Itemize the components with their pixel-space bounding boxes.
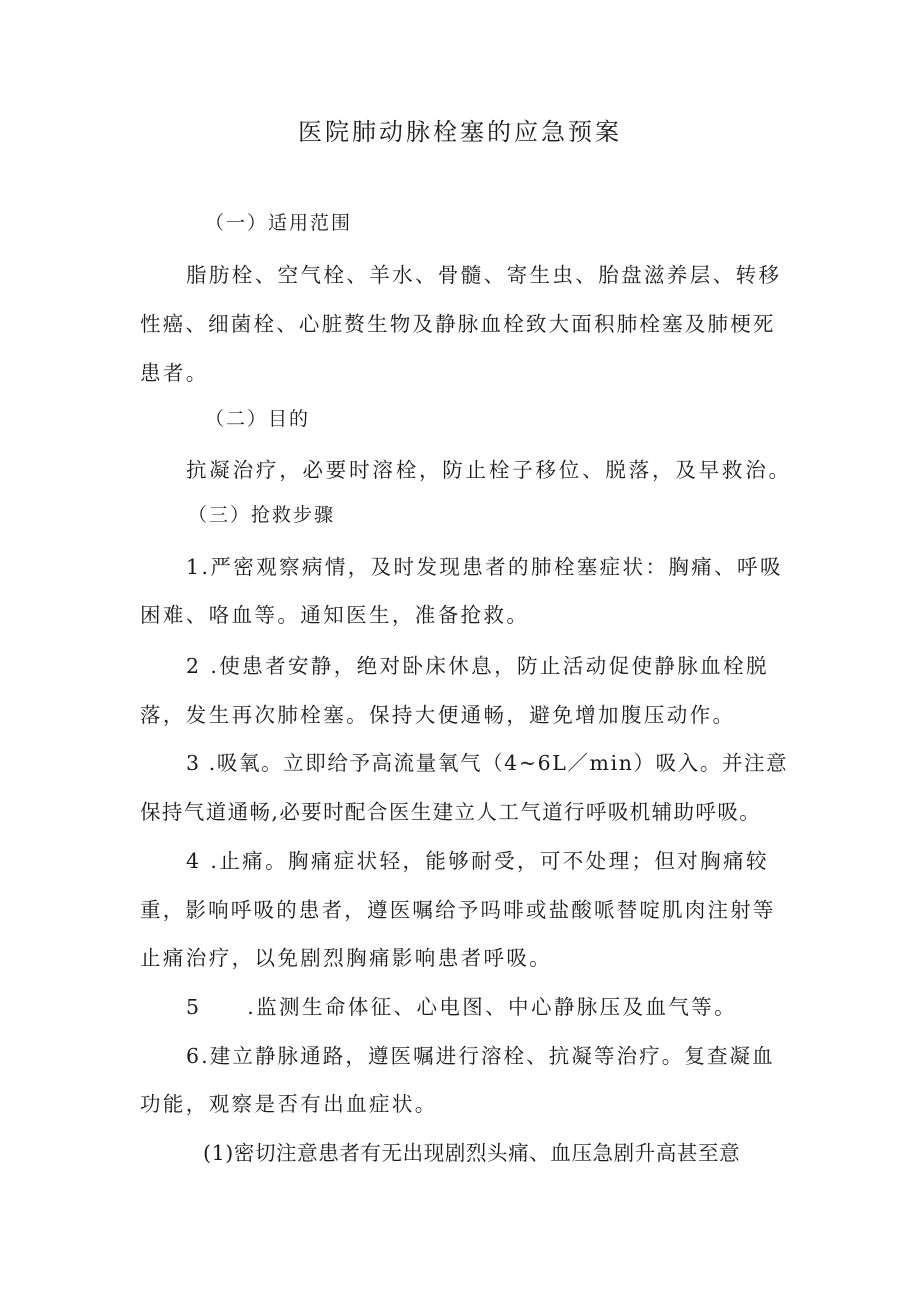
paragraph-line: 患者。 <box>140 361 209 385</box>
section-heading-purpose: （二）目的 <box>205 408 311 430</box>
paragraph-line: (1)密切注意患者有无出现剧烈头痛、血压急剧升高甚至意 <box>203 1141 741 1165</box>
paragraph-line: 脂肪栓、空气栓、羊水、骨髓、寄生虫、胎盘滋养层、转移 <box>186 263 782 287</box>
paragraph-line: 重，影响呼吸的患者，遵医嘱给予吗啡或盐酸哌替啶肌肉注射等 <box>140 898 776 922</box>
document-title: 医院肺动脉栓塞的应急预案 <box>298 118 622 146</box>
paragraph-line: 3 .吸氧。立即给予高流量氧气（4~6L／min）吸入。并注意 <box>186 751 789 775</box>
paragraph-line: 落，发生再次肺栓塞。保持大便通畅，避免增加腹压动作。 <box>140 703 736 727</box>
paragraph-line: 4 .止痛。胸痛症状轻，能够耐受，可不处理；但对胸痛较 <box>186 849 769 873</box>
paragraph-line: 保持气道通畅,必要时配合医生建立人工气道行呼吸机辅助呼吸。 <box>140 800 762 824</box>
section-heading-scope: （一）适用范围 <box>205 212 353 234</box>
paragraph-line: 性癌、细菌栓、心脏赘生物及静脉血栓致大面积肺栓塞及肺梗死 <box>140 312 776 336</box>
section-heading-rescue-steps: （三）抢救步骤 <box>188 504 336 526</box>
paragraph-line: 困难、咯血等。通知医生，准备抢救。 <box>140 603 530 627</box>
paragraph-line: 1.严密观察病情，及时发现患者的肺栓塞症状：胸痛、呼吸 <box>186 555 783 579</box>
paragraph-line: 6.建立静脉通路，遵医嘱进行溶栓、抗凝等治疗。复查凝血 <box>186 1044 775 1068</box>
paragraph-line: 5 .监测生命体征、心电图、中心静脉压及血气等。 <box>186 995 738 1019</box>
paragraph-line: 抗凝治疗，必要时溶栓，防止栓子移位、脱落，及早救治。 <box>186 458 792 482</box>
paragraph-line: 止痛治疗，以免剧烈胸痛影响患者呼吸。 <box>140 946 553 970</box>
paragraph-line: 功能，观察是否有出血症状。 <box>140 1092 438 1116</box>
paragraph-line: 2 .使患者安静，绝对卧床休息，防止活动促使静脉血栓脱 <box>186 654 769 678</box>
